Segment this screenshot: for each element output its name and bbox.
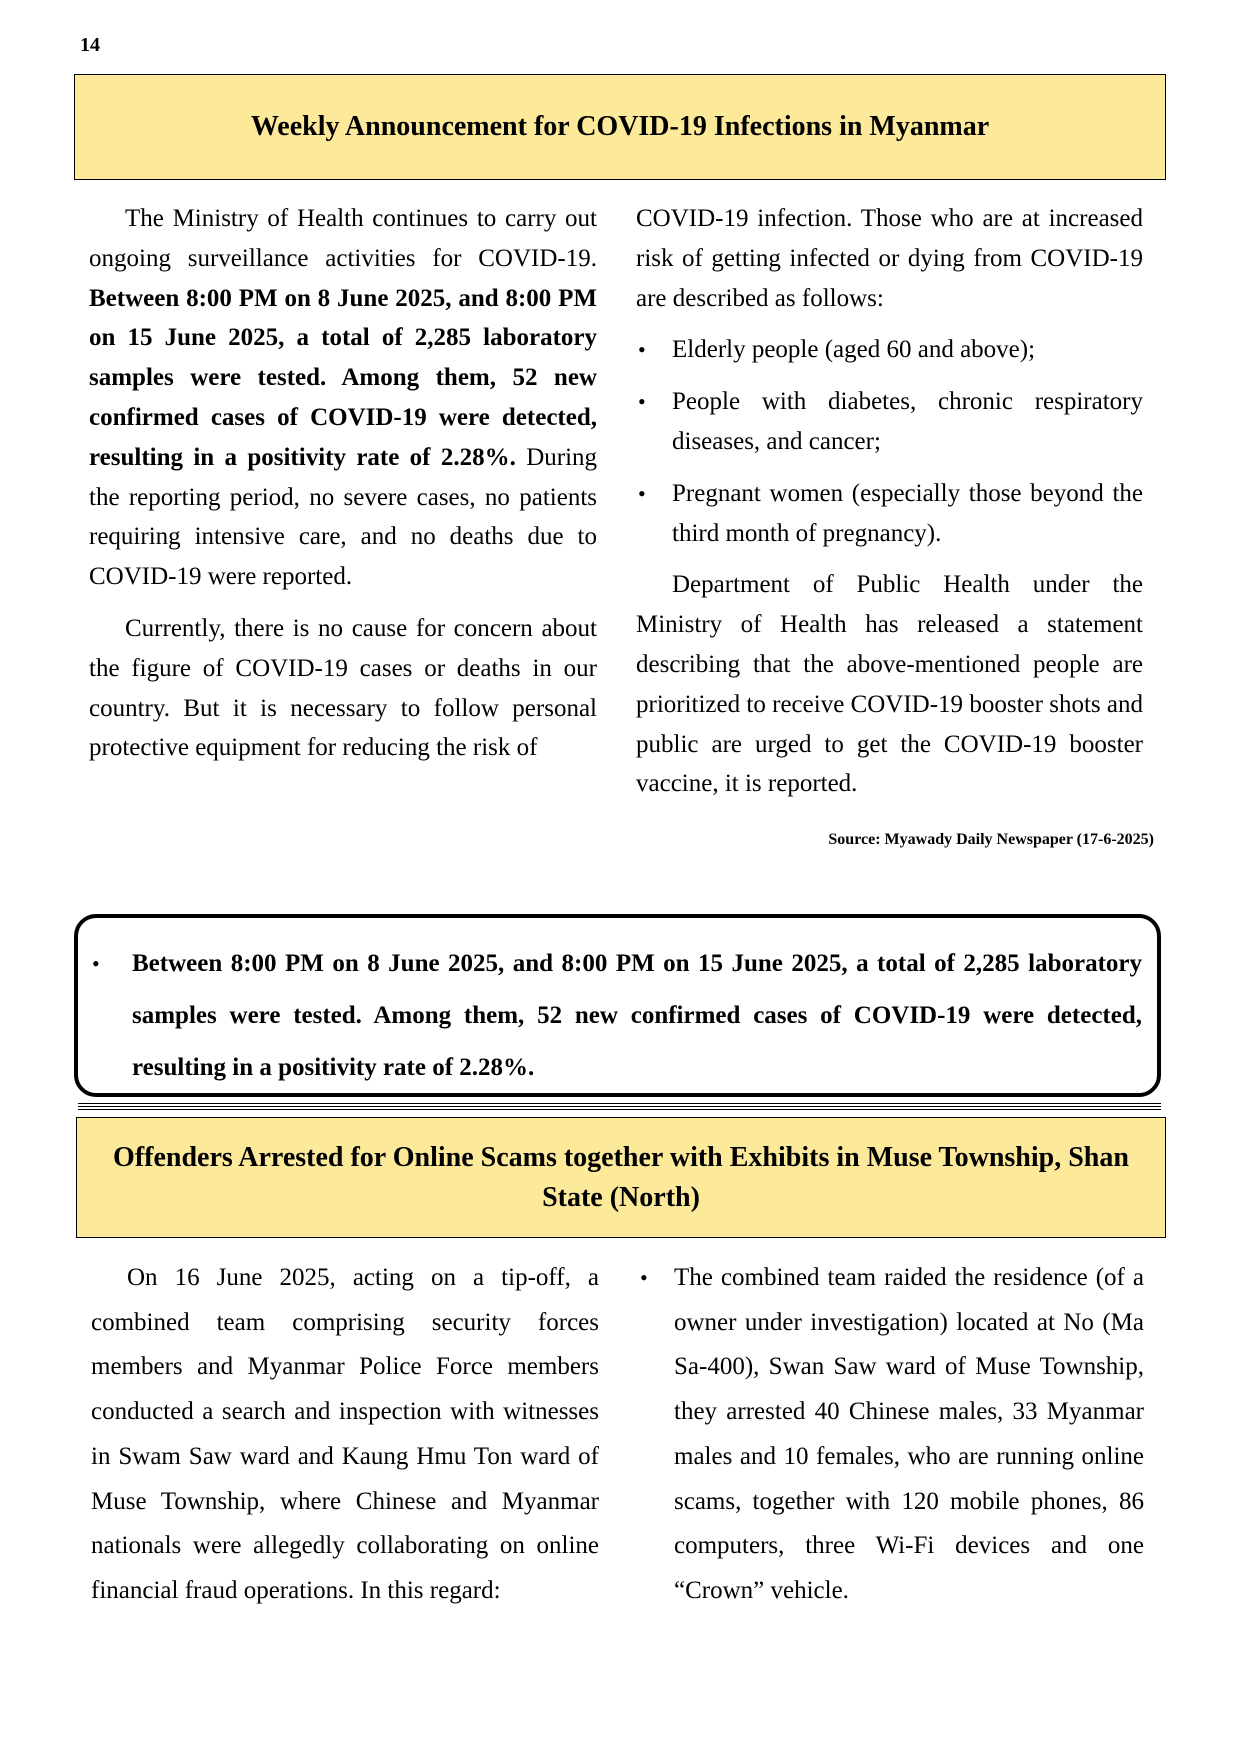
article-scams-column-right — [638, 1256, 1144, 1626]
list-item: • Pregnant women (especially those beyond the third month of pregnancy). — [636, 474, 1143, 554]
article-scams-column-left — [91, 1256, 599, 1614]
source-credit: Source: Myawady Daily Newspaper (17-6-2025) — [828, 831, 1154, 848]
bullet-icon: • — [638, 337, 646, 363]
article-covid-paragraph-1 — [89, 199, 597, 597]
bullet-icon: • — [640, 1265, 648, 1290]
risk-group-list — [636, 330, 1143, 553]
section-divider — [78, 1103, 1161, 1107]
article-title-scams — [76, 1117, 1166, 1238]
highlight-text: Between 8:00 PM on 8 June 2025, and 8:00 PM on 15 June 2025, a total of 2,285 laboratory samples were tested. Among them, 52 new confirmed cases of COVID-19 were detected, resulting in a positivity rate of 2.28%. — [132, 950, 1142, 1081]
page-number: 14 — [80, 34, 100, 56]
paragraph-1-tail: During the reporting period, no severe cases, no patients requiring intensive care, and no deaths due to COVID-19 were reported. — [89, 443, 598, 591]
paragraph-1-lead: The Ministry of Health continues to carry out ongoing surveillance activities for COVID-19. — [89, 205, 597, 272]
article-covid-column-right — [636, 199, 1143, 804]
article-covid-column-left — [89, 199, 597, 768]
paragraph-1-bold: Between 8:00 PM on 8 June 2025, and 8:00 PM on 15 June 2025, a total of 2,285 laboratory samples were tested. Among them, 52 new confirmed cases of COVID-19 were detected, resulting in a positivity rate of 2.28%. — [89, 284, 597, 471]
bullet-icon: • — [92, 951, 100, 976]
list-item: • The combined team raided the residence (of a owner under investigation) located at No (Ma Sa-400), Swan Saw ward of Muse Township, they arrested 40 Chinese males, 33 Myanmar males and 10 females, who are running online scams, together with 120 mobile phones, 86 computers, three Wi-Fi devices and one “Crown” vehicle. — [638, 1256, 1144, 1614]
article-scams-paragraph-1: On 16 June 2025, acting on a tip-off, a combined team comprising security forces members and Myanmar Police Force members conducted a search and inspection with witnesses in Swam Saw ward and Kaung Hmu Ton ward of Muse Township, where Chinese and Myanmar nationals were allegedly collaborating on online financial fraud operations. In this regard: — [91, 1264, 599, 1604]
bullet-icon: • — [638, 480, 646, 506]
article-covid-paragraph-2: Currently, there is no cause for concern about the figure of COVID-19 cases or deaths in our country. But it is necessary to follow personal protective equipment for reducing the risk of — [89, 614, 597, 762]
scam-findings-list — [638, 1256, 1144, 1614]
article-covid-paragraph-2-continued: COVID-19 infection. Those who are at increased risk of getting infected or dying from COVID-19 are described as follows: — [636, 205, 1143, 312]
article-title-scams-text: Offenders Arrested for Online Scams together with Exhibits in Muse Township, Shan State (North) — [113, 1141, 1129, 1213]
bullet-icon: • — [638, 389, 646, 415]
article-title-covid-text: Weekly Announcement for COVID-19 Infections in Myanmar — [250, 111, 990, 142]
list-item: • Elderly people (aged 60 and above); — [636, 330, 1143, 370]
article-title-covid — [74, 74, 1166, 180]
highlight-box — [74, 914, 1161, 1097]
article-covid-paragraph-3: Department of Public Health under the Ministry of Health has released a statement describing that the above-mentioned people are prioritized to receive COVID-19 booster shots and public are urged to get the COVID-19 booster vaccine, it is reported. — [636, 571, 1143, 798]
list-item: • People with diabetes, chronic respiratory diseases, and cancer; — [636, 382, 1143, 462]
